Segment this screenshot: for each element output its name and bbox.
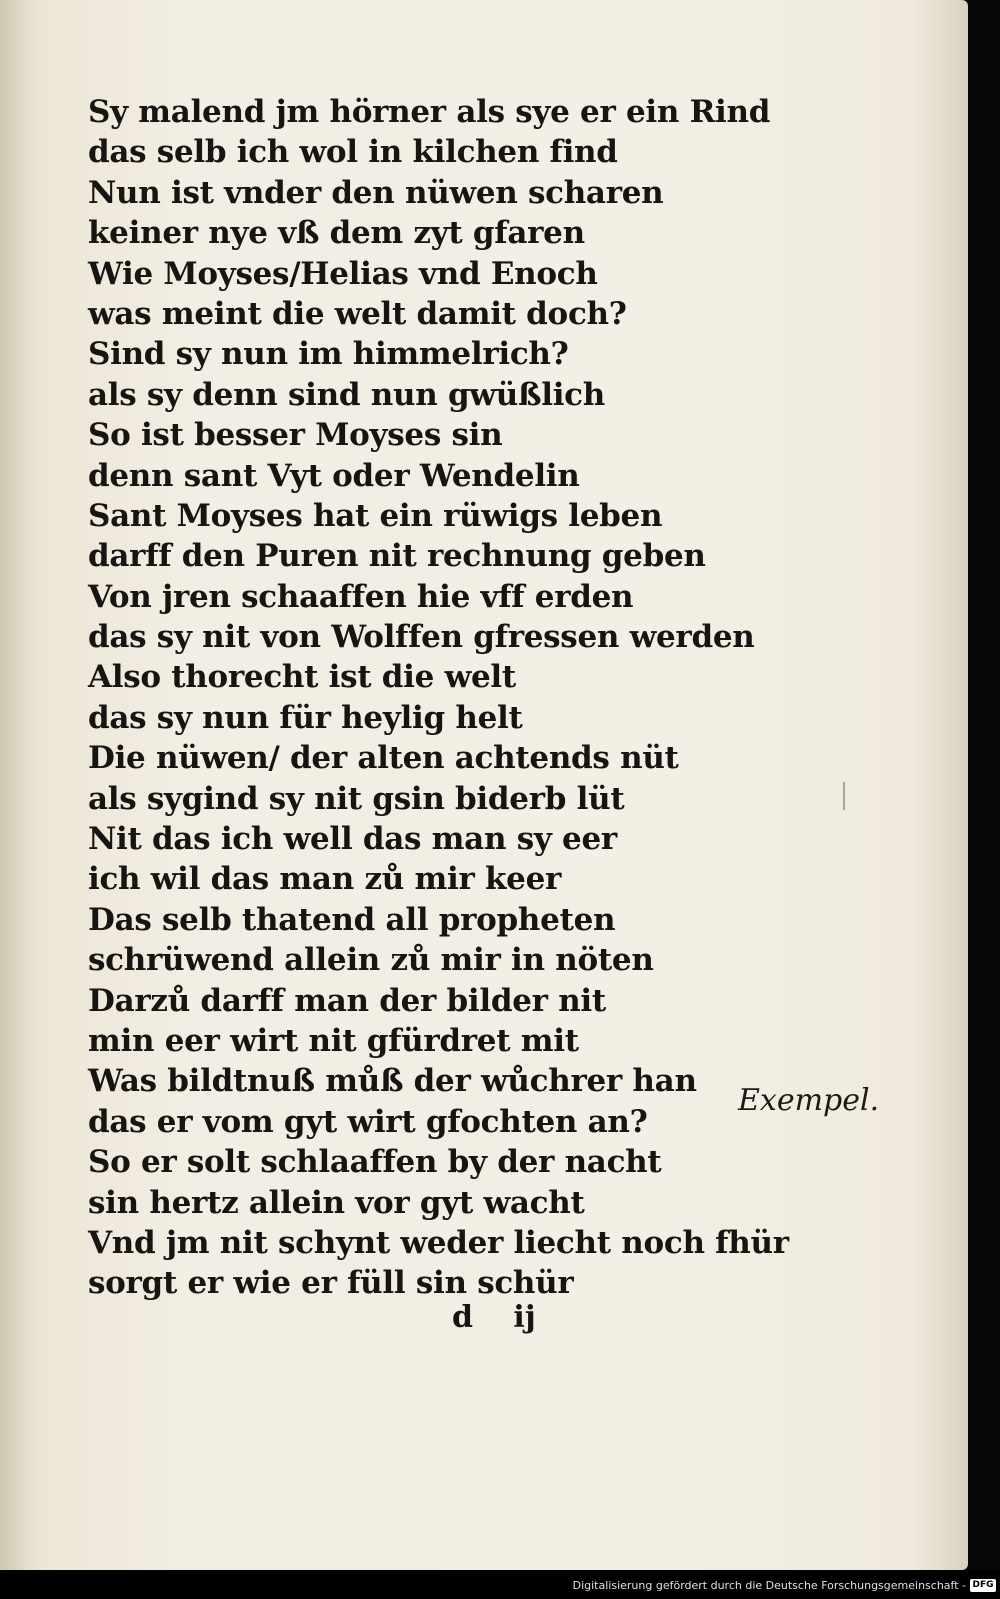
verse-line: Die nüwen/ der alten achtends nüt [88, 740, 679, 777]
verse-line: Das selb thatend all propheten [88, 901, 616, 938]
verse-line: das er vom gyt wirt gfochten an? [88, 1103, 648, 1140]
verse-line: Sy malend jm hörner als sye er ein Rind [88, 94, 771, 130]
verse-line: was meint die welt damit doch? [88, 295, 627, 332]
verse-line: denn sant Vyt oder Wendelin [88, 457, 580, 494]
verse-line: das selb ich wol in kilchen find [88, 134, 618, 171]
verse-line: Was bildtnuß můß der wůchrer han [88, 1063, 697, 1100]
signature-mark: d ij [452, 1300, 536, 1335]
verse-line: Nit das ich well das man sy eer [88, 821, 617, 858]
verse-line: Sant Moyses hat ein rüwigs leben [88, 497, 663, 534]
verse-line: darff den Puren nit rechnung geben [88, 538, 706, 575]
ink-mark [843, 782, 845, 810]
dfg-logo: DFG [970, 1579, 996, 1592]
verse-line: So er solt schlaaffen by der nacht [88, 1144, 662, 1181]
verse-line: Sind sy nun im himmelrich? [88, 336, 569, 373]
verse-line: sin hertz allein vor gyt wacht [88, 1184, 585, 1221]
verse-line: Von jren schaaffen hie vff erden [88, 578, 634, 615]
verse-line: das sy nit von Wolffen gfressen werden [88, 619, 755, 656]
verse-line: schrüwend allein zů mir in nöten [88, 942, 654, 979]
verse-line: So ist besser Moyses sin [88, 417, 503, 454]
verse-line: ich wil das man zů mir keer [88, 861, 562, 898]
verse-line: min eer wirt nit gfürdret mit [88, 1022, 579, 1059]
verse-line: keiner nye vß dem zyt gfaren [88, 215, 585, 252]
verse-line: Darzů darff man der bilder nit [88, 982, 606, 1019]
verse-line: Wie Moyses/Helias vnd Enoch [88, 255, 598, 292]
verse-line: das sy nun für heylig helt [88, 699, 523, 736]
verse-line: Also thorecht ist die welt [88, 659, 516, 696]
margin-note: Exempel. [738, 1083, 880, 1118]
verse-line: als sy denn sind nun gwüßlich [88, 376, 605, 413]
verse-line: Nun ist vnder den nüwen scharen [88, 174, 664, 211]
verse-line: Vnd jm nit schynt weder liecht noch fhür [88, 1224, 789, 1261]
verse-line: sorgt er wie er füll sin schür [88, 1265, 574, 1302]
page-edge-shadow [968, 0, 1000, 1570]
verse-line: als sygind sy nit gsin biderb lüt [88, 780, 625, 817]
verse-block [88, 92, 789, 1304]
funding-credit: Digitalisierung gefördert durch die Deutsche Forschungsgemeinschaft - [572, 1579, 966, 1592]
